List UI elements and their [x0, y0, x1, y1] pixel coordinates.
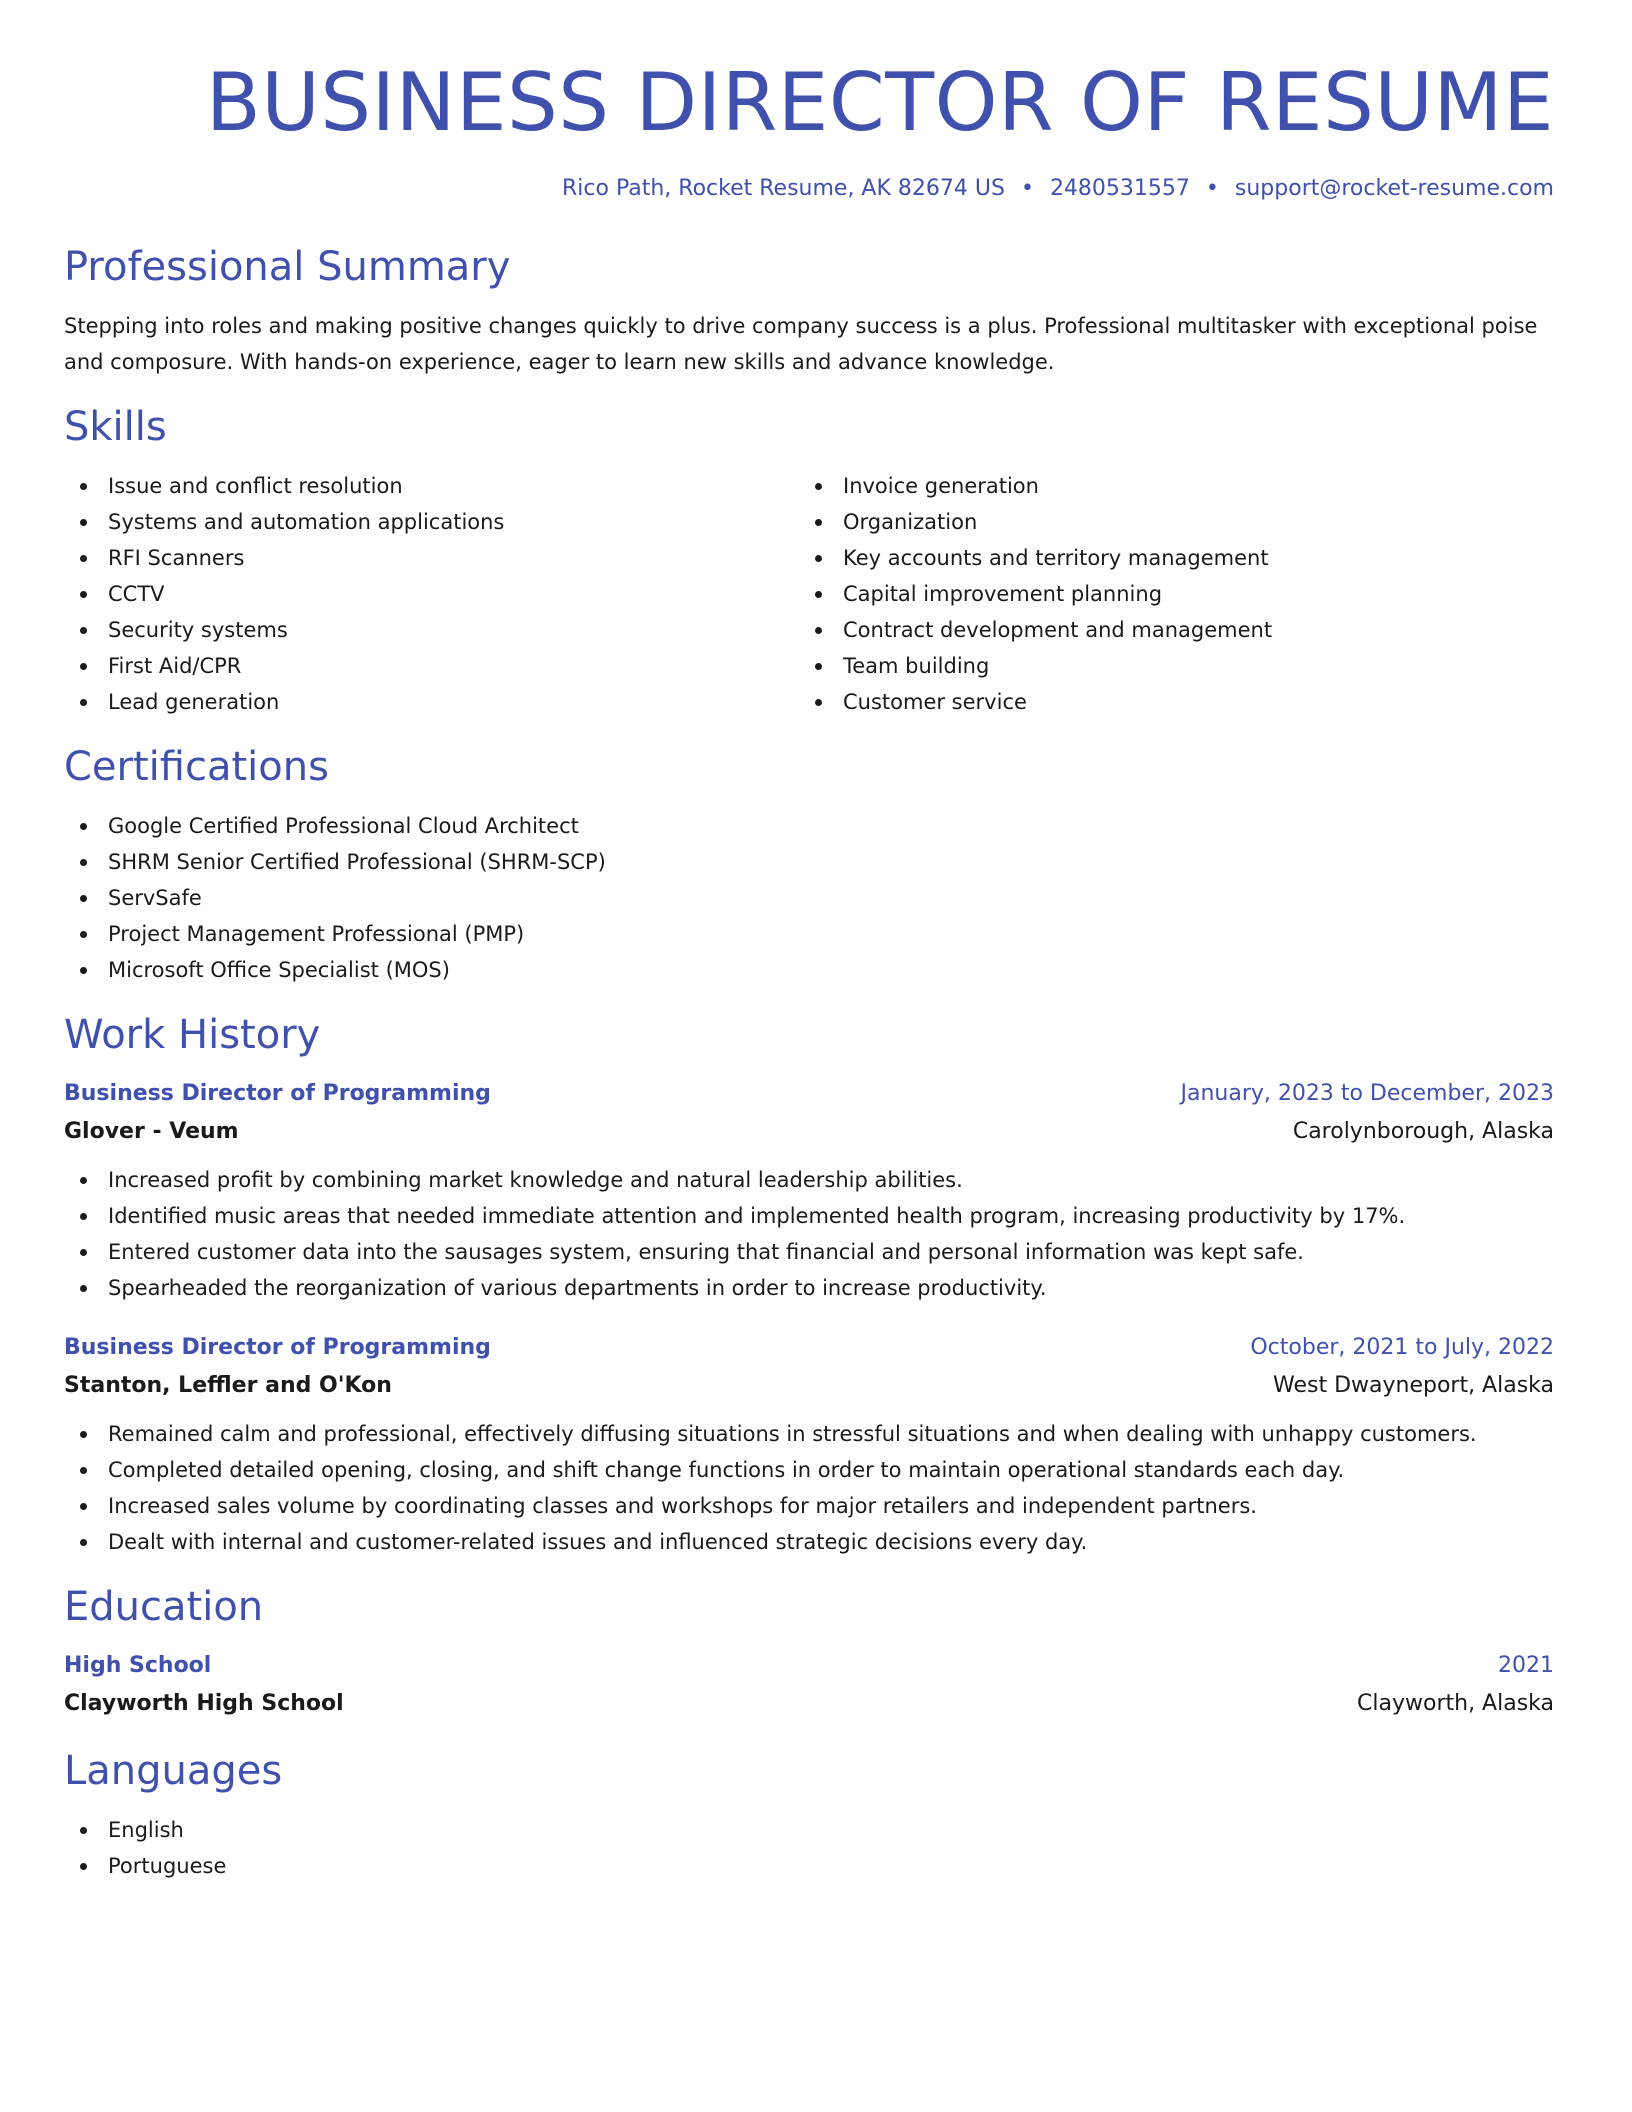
job-bullet: Completed detailed opening, closing, and shift change functions in order to maintain operational standards each day. — [64, 1452, 1554, 1488]
job-company-row — [64, 1366, 1554, 1406]
job-bullets — [64, 1162, 1554, 1306]
certification-item: ServSafe — [64, 880, 1554, 916]
skill-item: Organization — [799, 504, 1534, 540]
education-degree: High School — [64, 1653, 212, 1678]
skill-item: RFI Scanners — [64, 540, 799, 576]
job-entry — [64, 1076, 1554, 1306]
certifications-list — [64, 808, 1554, 988]
work-history-heading: Work History — [64, 1012, 321, 1058]
contact-phone: 2480531557 — [1049, 176, 1190, 201]
education-year: 2021 — [1498, 1653, 1554, 1678]
skills-list-right — [799, 468, 1534, 720]
job-company: Glover - Veum — [64, 1119, 239, 1144]
job-header-row — [64, 1076, 1554, 1112]
skill-item: CCTV — [64, 576, 799, 612]
languages-heading: Languages — [64, 1748, 283, 1794]
job-dates: January, 2023 to December, 2023 — [1180, 1081, 1554, 1106]
language-item: Portuguese — [64, 1848, 1554, 1884]
job-bullet: Increased profit by combining market knowledge and natural leadership abilities. — [64, 1162, 1554, 1198]
certifications-heading: Certifications — [64, 744, 329, 790]
skill-item: Contract development and management — [799, 612, 1534, 648]
contact-separator: • — [1205, 176, 1219, 201]
job-company-row — [64, 1112, 1554, 1152]
certification-item: Microsoft Office Specialist (MOS) — [64, 952, 1554, 988]
education-school: Clayworth High School — [64, 1691, 344, 1716]
job-bullet: Increased sales volume by coordinating classes and workshops for major retailers and independent partners. — [64, 1488, 1554, 1524]
certification-item: Google Certified Professional Cloud Architect — [64, 808, 1554, 844]
contact-address: Rico Path, Rocket Resume, AK 82674 US — [562, 176, 1005, 201]
skill-item: Security systems — [64, 612, 799, 648]
job-bullet: Remained calm and professional, effectively diffusing situations in stressful situations and when dealing with unhappy customers. — [64, 1416, 1554, 1452]
skill-item: First Aid/CPR — [64, 648, 799, 684]
language-item: English — [64, 1812, 1554, 1848]
education-header-row — [64, 1648, 1554, 1684]
skill-item: Key accounts and territory management — [799, 540, 1534, 576]
skills-grid — [64, 468, 1554, 720]
languages-list — [64, 1812, 1554, 1884]
job-bullets — [64, 1416, 1554, 1560]
job-location: West Dwayneport, Alaska — [1272, 1373, 1554, 1398]
skills-list-left — [64, 468, 799, 720]
education-school-row — [64, 1684, 1554, 1724]
summary-heading: Professional Summary — [64, 244, 511, 290]
summary-text: Stepping into roles and making positive changes quickly to drive company success is a plus. Professional multitasker with exceptional poise and composure. With hands-on experience, eager to learn new skills and advance knowledge. — [64, 314, 1538, 374]
skill-item: Invoice generation — [799, 468, 1534, 504]
job-title: Business Director of Programming — [64, 1335, 491, 1360]
skill-item: Customer service — [799, 684, 1534, 720]
skill-item: Systems and automation applications — [64, 504, 799, 540]
job-bullet: Entered customer data into the sausages system, ensuring that financial and personal information was kept safe. — [64, 1234, 1554, 1270]
skill-item: Issue and conflict resolution — [64, 468, 799, 504]
skill-item: Team building — [799, 648, 1534, 684]
certification-item: Project Management Professional (PMP) — [64, 916, 1554, 952]
contact-separator: • — [1020, 176, 1034, 201]
job-entry — [64, 1330, 1554, 1560]
job-company: Stanton, Leffler and O'Kon — [64, 1373, 392, 1398]
job-bullet: Spearheaded the reorganization of various departments in order to increase productivity. — [64, 1270, 1554, 1306]
contact-line — [64, 174, 1554, 204]
certification-item: SHRM Senior Certified Professional (SHRM-SCP) — [64, 844, 1554, 880]
skill-item: Capital improvement planning — [799, 576, 1534, 612]
job-location: Carolynborough, Alaska — [1292, 1119, 1554, 1144]
education-entry — [64, 1648, 1554, 1724]
education-heading: Education — [64, 1584, 264, 1630]
job-title: Business Director of Programming — [64, 1081, 491, 1106]
resume-title: BUSINESS DIRECTOR OF RESUME — [205, 56, 1554, 149]
education-location: Clayworth, Alaska — [1357, 1691, 1554, 1716]
contact-email: support@rocket-resume.com — [1234, 176, 1554, 201]
job-header-row — [64, 1330, 1554, 1366]
skill-item: Lead generation — [64, 684, 799, 720]
skills-heading: Skills — [64, 404, 167, 450]
resume-page — [64, 0, 1554, 1884]
job-bullet: Dealt with internal and customer-related issues and influenced strategic decisions every day. — [64, 1524, 1554, 1560]
job-bullet: Identified music areas that needed immediate attention and implemented health program, increasing productivity by 17%. — [64, 1198, 1554, 1234]
job-dates: October, 2021 to July, 2022 — [1250, 1335, 1554, 1360]
